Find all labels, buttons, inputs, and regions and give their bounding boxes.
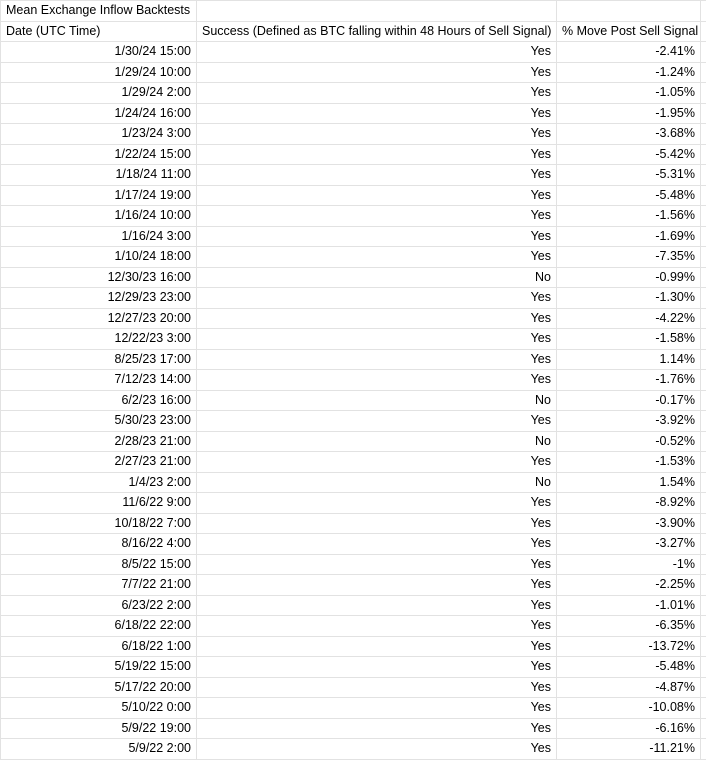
edge-cell[interactable] [701,739,706,760]
move-cell[interactable]: -2.25% [557,575,701,596]
date-cell[interactable]: 5/30/23 23:00 [1,411,197,432]
table-row [1,493,706,514]
edge-cell[interactable] [701,206,706,227]
move-cell[interactable]: -3.27% [557,534,701,555]
table-row [1,513,706,534]
table-row [1,534,706,555]
date-cell[interactable]: 6/2/23 16:00 [1,390,197,411]
table-row [1,431,706,452]
date-cell[interactable]: 1/16/24 10:00 [1,206,197,227]
table-row [1,247,706,268]
table-row [1,329,706,350]
success-cell[interactable]: Yes [197,62,557,83]
success-cell[interactable]: Yes [197,677,557,698]
move-cell[interactable]: -5.48% [557,185,701,206]
success-cell[interactable]: Yes [197,534,557,555]
edge-cell[interactable] [701,165,706,186]
success-cell[interactable]: No [197,267,557,288]
table-row [1,144,706,165]
edge-cell[interactable] [701,62,706,83]
move-cell[interactable]: -7.35% [557,247,701,268]
date-cell[interactable]: 1/16/24 3:00 [1,226,197,247]
date-cell[interactable]: 1/30/24 15:00 [1,42,197,63]
table-row [1,739,706,760]
success-cell[interactable]: No [197,390,557,411]
sheet-title[interactable]: Mean Exchange Inflow Backtests [1,1,197,22]
success-cell[interactable]: Yes [197,554,557,575]
table-row [1,267,706,288]
date-cell[interactable]: 12/22/23 3:00 [1,329,197,350]
table-row [1,103,706,124]
edge-cell[interactable] [701,411,706,432]
success-cell[interactable]: Yes [197,411,557,432]
move-cell[interactable]: -10.08% [557,698,701,719]
date-cell[interactable]: 1/10/24 18:00 [1,247,197,268]
edge-cell[interactable] [701,124,706,145]
move-cell[interactable]: -0.99% [557,267,701,288]
move-cell[interactable]: -0.17% [557,390,701,411]
table-row [1,226,706,247]
date-cell[interactable]: 8/16/22 4:00 [1,534,197,555]
date-cell[interactable]: 7/7/22 21:00 [1,575,197,596]
table-row [1,472,706,493]
move-cell[interactable]: -4.87% [557,677,701,698]
edge-cell[interactable] [701,677,706,698]
title-row [1,1,706,22]
table-row [1,554,706,575]
success-cell[interactable]: Yes [197,206,557,227]
edge-cell[interactable] [701,185,706,206]
move-cell[interactable]: -3.90% [557,513,701,534]
header-success[interactable]: Success (Defined as BTC falling within 48 Hours of Sell Signal) [197,21,557,42]
edge-cell[interactable] [701,83,706,104]
date-cell[interactable]: 5/19/22 15:00 [1,657,197,678]
table-row [1,575,706,596]
date-cell[interactable]: 6/18/22 1:00 [1,636,197,657]
table-row [1,390,706,411]
move-cell[interactable]: -0.52% [557,431,701,452]
success-cell[interactable]: Yes [197,657,557,678]
date-cell[interactable]: 1/29/24 2:00 [1,83,197,104]
table-row [1,677,706,698]
move-cell[interactable]: -5.48% [557,657,701,678]
empty-cell[interactable] [197,1,557,22]
edge-cell[interactable] [701,329,706,350]
table-row [1,308,706,329]
edge-cell[interactable] [701,595,706,616]
move-cell[interactable]: -2.41% [557,42,701,63]
move-cell[interactable]: -1.76% [557,370,701,391]
edge-cell[interactable] [701,42,706,63]
edge-cell[interactable] [701,698,706,719]
edge-cell[interactable] [701,534,706,555]
date-cell[interactable]: 8/5/22 15:00 [1,554,197,575]
move-cell[interactable]: -1.05% [557,83,701,104]
table-row [1,185,706,206]
move-cell[interactable]: -1% [557,554,701,575]
success-cell[interactable]: Yes [197,124,557,145]
table-row [1,595,706,616]
success-cell[interactable]: No [197,431,557,452]
edge-cell[interactable] [701,431,706,452]
date-cell[interactable]: 1/29/24 10:00 [1,62,197,83]
move-cell[interactable]: 1.54% [557,472,701,493]
table-row [1,636,706,657]
move-cell[interactable]: -1.01% [557,595,701,616]
success-cell[interactable]: Yes [197,103,557,124]
edge-cell[interactable] [701,247,706,268]
table-row [1,349,706,370]
date-cell[interactable]: 12/29/23 23:00 [1,288,197,309]
edge-cell[interactable] [701,370,706,391]
edge-cell[interactable] [701,718,706,739]
edge-cell[interactable] [701,288,706,309]
success-cell[interactable]: Yes [197,185,557,206]
date-cell[interactable]: 1/24/24 16:00 [1,103,197,124]
move-cell[interactable]: -1.58% [557,329,701,350]
success-cell[interactable]: Yes [197,83,557,104]
move-cell[interactable]: -4.22% [557,308,701,329]
success-cell[interactable]: Yes [197,636,557,657]
success-cell[interactable]: Yes [197,493,557,514]
edge-cell[interactable] [701,267,706,288]
date-cell[interactable]: 5/9/22 19:00 [1,718,197,739]
edge-cell[interactable] [701,226,706,247]
edge-cell[interactable] [701,472,706,493]
success-cell[interactable]: Yes [197,329,557,350]
date-cell[interactable]: 1/17/24 19:00 [1,185,197,206]
date-cell[interactable]: 1/23/24 3:00 [1,124,197,145]
table-row [1,370,706,391]
success-cell[interactable]: Yes [197,288,557,309]
header-date[interactable]: Date (UTC Time) [1,21,197,42]
table-row [1,411,706,432]
success-cell[interactable]: Yes [197,247,557,268]
move-cell[interactable]: -13.72% [557,636,701,657]
success-cell[interactable]: Yes [197,616,557,637]
edge-cell[interactable] [701,144,706,165]
success-cell[interactable]: Yes [197,575,557,596]
success-cell[interactable]: Yes [197,513,557,534]
date-cell[interactable]: 5/17/22 20:00 [1,677,197,698]
success-cell[interactable]: Yes [197,718,557,739]
success-cell[interactable]: Yes [197,144,557,165]
success-cell[interactable]: Yes [197,739,557,760]
edge-cell[interactable] [701,616,706,637]
edge-cell[interactable] [701,390,706,411]
table-row [1,165,706,186]
move-cell[interactable]: -1.95% [557,103,701,124]
table-row [1,452,706,473]
table-row [1,657,706,678]
success-cell[interactable]: Yes [197,452,557,473]
date-cell[interactable]: 1/4/23 2:00 [1,472,197,493]
date-cell[interactable]: 6/18/22 22:00 [1,616,197,637]
table-row [1,718,706,739]
edge-cell[interactable] [701,21,706,42]
date-cell[interactable]: 1/18/24 11:00 [1,165,197,186]
move-cell[interactable]: -11.21% [557,739,701,760]
edge-cell[interactable] [701,308,706,329]
success-cell[interactable]: Yes [197,308,557,329]
edge-cell[interactable] [701,349,706,370]
table-row [1,42,706,63]
edge-cell[interactable] [701,513,706,534]
table-row [1,616,706,637]
table-row [1,206,706,227]
move-cell[interactable]: -3.68% [557,124,701,145]
date-cell[interactable]: 12/27/23 20:00 [1,308,197,329]
edge-cell[interactable] [701,1,706,22]
move-cell[interactable]: -1.30% [557,288,701,309]
success-cell[interactable]: Yes [197,698,557,719]
move-cell[interactable]: -5.31% [557,165,701,186]
table-row [1,124,706,145]
date-cell[interactable]: 2/27/23 21:00 [1,452,197,473]
date-cell[interactable]: 2/28/23 21:00 [1,431,197,452]
success-cell[interactable]: Yes [197,165,557,186]
move-cell[interactable]: 1.14% [557,349,701,370]
date-cell[interactable]: 5/10/22 0:00 [1,698,197,719]
table-row [1,62,706,83]
move-cell[interactable]: -1.53% [557,452,701,473]
header-row [1,21,706,42]
edge-cell[interactable] [701,554,706,575]
success-cell[interactable]: Yes [197,370,557,391]
success-cell[interactable]: No [197,472,557,493]
edge-cell[interactable] [701,657,706,678]
success-cell[interactable]: Yes [197,595,557,616]
success-cell[interactable]: Yes [197,226,557,247]
header-move[interactable]: % Move Post Sell Signal [557,21,701,42]
date-cell[interactable]: 1/22/24 15:00 [1,144,197,165]
table-row [1,288,706,309]
move-cell[interactable]: -1.69% [557,226,701,247]
date-cell[interactable]: 10/18/22 7:00 [1,513,197,534]
move-cell[interactable]: -1.56% [557,206,701,227]
move-cell[interactable]: -3.92% [557,411,701,432]
edge-cell[interactable] [701,575,706,596]
table-row [1,83,706,104]
empty-cell[interactable] [557,1,701,22]
success-cell[interactable]: Yes [197,349,557,370]
move-cell[interactable]: -5.42% [557,144,701,165]
edge-cell[interactable] [701,493,706,514]
date-cell[interactable]: 5/9/22 2:00 [1,739,197,760]
move-cell[interactable]: -8.92% [557,493,701,514]
date-cell[interactable]: 7/12/23 14:00 [1,370,197,391]
edge-cell[interactable] [701,636,706,657]
table-row [1,698,706,719]
edge-cell[interactable] [701,103,706,124]
move-cell[interactable]: -1.24% [557,62,701,83]
move-cell[interactable]: -6.16% [557,718,701,739]
edge-cell[interactable] [701,452,706,473]
date-cell[interactable]: 8/25/23 17:00 [1,349,197,370]
date-cell[interactable]: 11/6/22 9:00 [1,493,197,514]
success-cell[interactable]: Yes [197,42,557,63]
date-cell[interactable]: 12/30/23 16:00 [1,267,197,288]
date-cell[interactable]: 6/23/22 2:00 [1,595,197,616]
move-cell[interactable]: -6.35% [557,616,701,637]
